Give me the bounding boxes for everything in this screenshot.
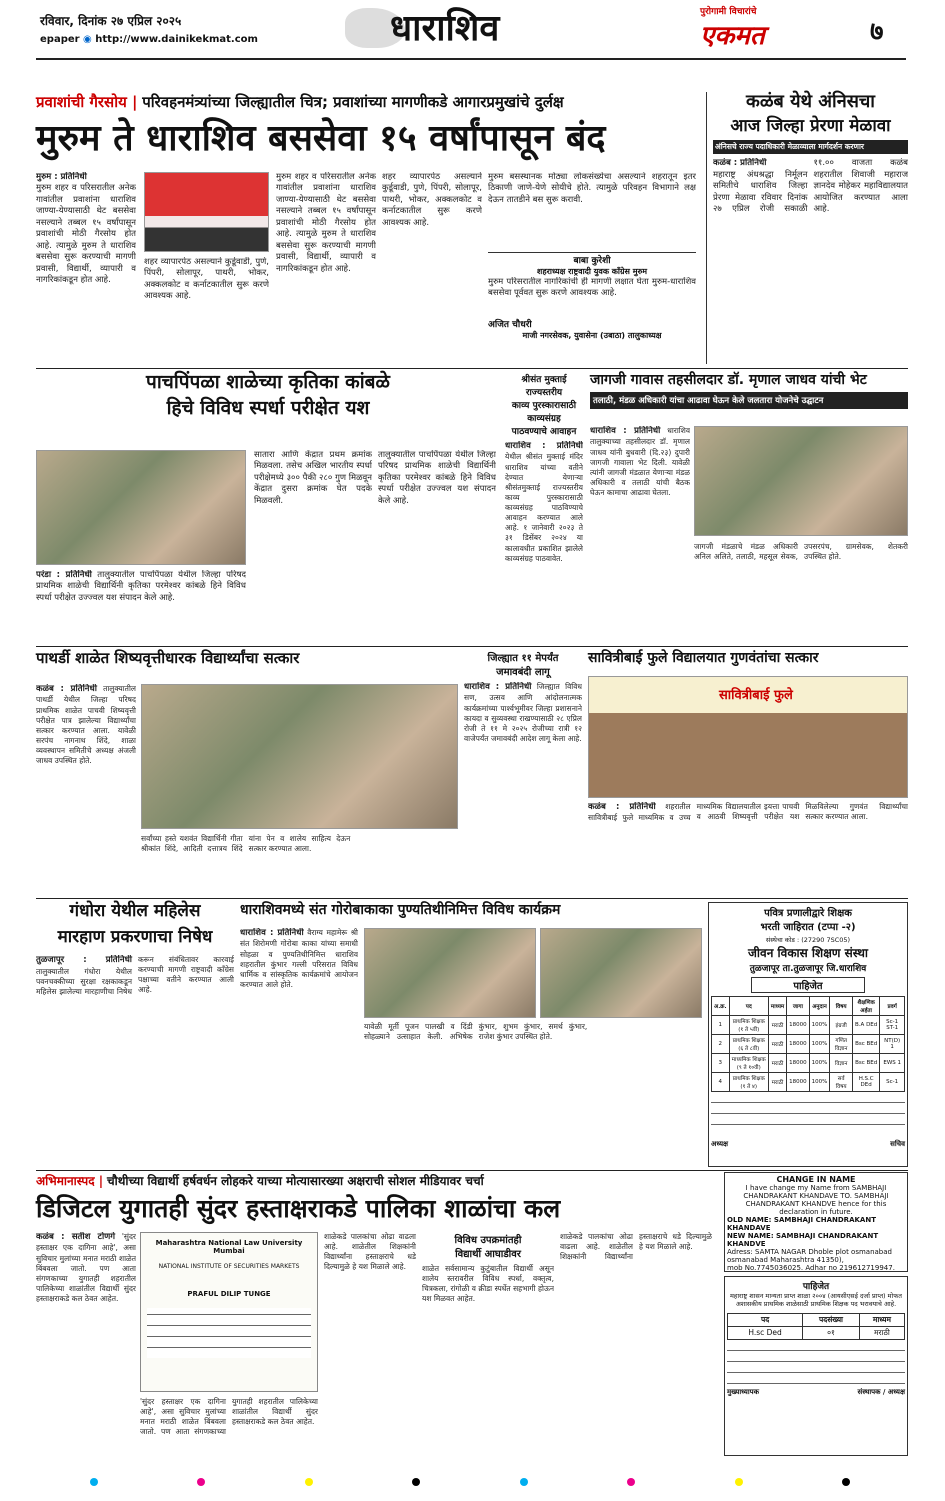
quote-box: [488, 252, 696, 357]
body-col5: मुरुम बसस्थानक मोठ्या लोकसंख्येचा असल्याने शहरातून इतर ठिकाणी जाणे-येणे सोयीचे होते. त्यामुळे परिवहन विभागाने लक्ष देऊन तातडीने बस सुरू करावी.: [488, 172, 696, 205]
body-col1: [240, 928, 358, 1150]
story-handwriting: [36, 1172, 718, 1457]
certificate-image: [140, 1232, 318, 1392]
registration-dot: [197, 1478, 205, 1486]
byline: धाराशिव : प्रतिनिधी: [590, 426, 661, 436]
byline: धाराशिव : प्रतिनिधी: [505, 441, 583, 451]
table-cell: 18000: [787, 1016, 810, 1035]
table-cell: H.S.C DEd: [852, 1073, 879, 1092]
table-cell: 3: [712, 1054, 730, 1073]
registration-dot: [520, 1478, 528, 1486]
school-photo: [588, 676, 908, 798]
subhead-text: परिवहनमंत्र्यांच्या जिल्ह्यातील चित्र; प्रवाशांच्या मागणीकडे आगारप्रमुखांचे दुर्लक्ष: [142, 93, 564, 111]
table-cell: 1: [712, 1016, 730, 1035]
table-cell: EWS 1: [880, 1054, 905, 1073]
subhead-bar: अंनिसचे राज्य पदाधिकारी मेळाव्याला मार्गदर्शन करणार: [713, 140, 908, 154]
quote-title: शहराध्यक्ष राष्ट्रवादी युवक काँग्रेस मुरुम: [536, 267, 648, 276]
students-photo: [141, 684, 458, 829]
table-header: माध्यम: [768, 997, 786, 1016]
subhead-text: चौथीच्या विद्यार्थी हर्षवर्धन लोहकरे याच्या मोत्यासारख्या अक्षराची सोशल मीडियावर चर्चा: [107, 1174, 484, 1188]
story-kalamb-anis: [706, 92, 908, 364]
headline-line2: मारहाण प्रकरणाचा निषेध: [57, 926, 213, 947]
table-cell: 100%: [809, 1016, 830, 1035]
body-text: [464, 682, 582, 882]
byline: मुरुम : प्रतिनिधी: [36, 172, 87, 182]
table-header-row: [728, 1313, 905, 1326]
table-header: विषय: [830, 997, 853, 1016]
byline: परंडा : प्रतिनिधी: [36, 570, 92, 580]
box-title2: विद्यार्थी आघाडीवर: [455, 1249, 521, 1260]
table-cell: 100%: [809, 1073, 830, 1092]
table-cell: प्राथमिक शिक्षक (६ ते ८वी): [729, 1035, 768, 1054]
table-cell: मराठी: [768, 1073, 786, 1092]
headline-line2: जमावबंदी लागू: [496, 667, 550, 678]
headline-line2: आज जिल्हा प्रेरणा मेळावा: [730, 115, 891, 136]
story-savitribai-school: [588, 650, 908, 895]
table-header: प्रवर्ग: [880, 997, 905, 1016]
table-header: अ.क्र.: [712, 997, 730, 1016]
body-text: [588, 802, 908, 892]
globe-icon: ◉: [83, 34, 92, 45]
color-registration-bar: [90, 1478, 850, 1488]
body-copy: 'सुंदर हस्ताक्षर एक दागिना आहे', असा सुविचार मुलांच्या मनात मराठी शाळेत बिंबवला जातो. पण आता संगणकाच्या युगातही शहरातील पालिकेच्या शाळांतील विद्यार्थी सुंदर हस्ताक्षराकडे कल ठेवत आहेत.: [36, 1232, 136, 1304]
table-row: [712, 1073, 905, 1092]
body-copy: तालुक्यातील गंधोरा येथील पवनचक्कीच्या सुरक्षा रक्षकाकडून महिलेस झालेल्या मारहाणीचा निषेध करून संबंधितावर कारवाई करण्याची मागणी राष्ट्रवादी काँग्रेस पक्षाच्या वतीने करण्यात आली आहे.: [36, 955, 234, 996]
table-cell: माध्यमिक शिक्षक (९ ते १०वी): [729, 1054, 768, 1073]
body-col3: शाळेकडे पालकांचा ओढा वाढला आहे. शाळेतील शिक्षकांनी विद्यार्थ्यांना हस्ताक्षराचे धडे दिल्यामुळे हे यश मिळाले आहे.: [324, 1232, 416, 1272]
ad-fine-print: [727, 1344, 905, 1384]
visit-photo: [694, 426, 908, 536]
byline: तुळजापूर : प्रतिनिधी: [36, 955, 132, 966]
headline: सावित्रीबाई फुले विद्यालयात गुणवंतांचा सत्कार: [588, 650, 819, 666]
body-copy: येथील श्रीसंत मुक्ताई मंदिर धाराशिव यांच्या वतीने देण्यात येणाऱ्या श्रीसंतमुक्ताई राज्यस्तरीय काव्य पुरस्कारासाठी काव्यसंग्रह पाठविण्याचे आवाहन करण्यात आले आहे. १ जानेवारी २०२३ ते ३१ डिसेंबर २०२४ या कालावधीत प्रकाशित झालेले काव्यसंग्रह पाठवावेत.: [505, 452, 583, 563]
title-line3: काव्यसंग्रह: [527, 414, 561, 424]
table-cell: Bsc BEd: [852, 1035, 879, 1054]
headline: डिजिटल युगातही सुंदर हस्ताक्षराकडे पालिका शाळांचा कल: [36, 1194, 561, 1223]
table-cell: मराठी: [768, 1016, 786, 1035]
body-text: [713, 158, 908, 348]
table-cell: सर्व विषय: [830, 1073, 853, 1092]
table-header: माध्यम: [859, 1313, 904, 1326]
table-cell: B.A DEd: [852, 1016, 879, 1035]
body-text: [505, 441, 583, 641]
table-header: पद: [729, 997, 768, 1016]
body-copy: जिल्ह्यात विविध सण, उत्सव आणि आंदोलनात्मक कार्यक्रमांच्या पार्श्वभूमीवर जिल्हा प्रशासनाने कायदा व सुव्यवस्था राखण्यासाठी २८ एप्रिल रोजी ते ११ मे २०२५ रोजीच्या रात्री १२ वाजेपर्यंत जमावबंदी आदेश लागू केला आहे.: [464, 682, 582, 743]
table-cell: प्राथमिक शिक्षक (१ ते ४): [729, 1073, 768, 1092]
page-number: ७: [870, 17, 884, 47]
byline: धाराशिव : प्रतिनिधी: [464, 682, 532, 692]
story-pachpimpla: [36, 372, 500, 642]
signature-founder: संस्थापक / अध्यक्ष: [857, 1387, 905, 1396]
body-copy: तालुक्यातील पाचपिंपळा येथील जिल्हा परिषद प्राथमिक शाळेची विद्यार्थिनी कृतिका परमेश्वर कांबळे हिने विविध स्पर्धा परीक्षेत उज्ज्वल यश संपादन केले आहे.: [36, 570, 246, 603]
byline: कळंब : प्रतिनिधी: [588, 802, 656, 812]
story-kicker: [36, 92, 564, 112]
box-text: शाळेत सर्वसामान्य कुटुंबातील विद्यार्थी असून शालेय स्तरावरील विविध स्पर्धा, वक्तृत्व, चित्रकला, रांगोळी व क्रीडा स्पर्धेत सहभागी होऊन यश मिळवत आहेत.: [422, 1264, 554, 1304]
cert-body: [147, 1308, 311, 1358]
body-col3: तालुक्यातील पाचपिंपळा येथील जिल्हा परिषद प्राथमिक शाळेची विद्यार्थिनी कृतिका परमेश्वर कांबळे हिने विविध स्पर्धा परीक्षेत उज्ज्वल यश संपादन केले आहे.: [378, 450, 496, 506]
ad-signatures: [711, 1140, 905, 1149]
table-cell: 18000: [787, 1035, 810, 1054]
table-cell: मराठी: [768, 1035, 786, 1054]
table-header: पदसंख्या: [803, 1313, 860, 1326]
headline: धाराशिवमध्ये संत गोरोबाकाका पुण्यतिथीनिमित्त विविध कार्यक्रम: [240, 902, 561, 918]
notice-new: NEW NAME: SAMBHAJI CHANDRAKANT KHANDVE: [727, 1232, 879, 1248]
title-line1: श्रीसंत मुक्ताई राज्यस्तरीय: [521, 375, 567, 398]
body-col2: 'सुंदर हस्ताक्षर एक दागिना आहे', असा सुविचार मुलांच्या मनात मराठी शाळेत बिंबवला जातो. पण आता संगणकाच्या युगातही शहरातील पालिकेच्या शाळांतील विद्यार्थी सुंदर हस्ताक्षराकडे कल ठेवत आहेत.: [140, 1397, 318, 1437]
body-copy: महाराष्ट्र अंधश्रद्धा निर्मूलन समितीचे धाराशिव जिल्हा प्रेरणा मेळावा रविवार दिनांक २७ एप्रिल रोजी सकाळी ११.०० वाजता कळंब शहरातील शिवाजी महाराज ज्ञानदेव मोहेकर महाविद्यालयात आयोजित करण्यात आला आहे.: [713, 158, 908, 215]
table-cell: मराठी: [768, 1054, 786, 1073]
body-col1: [36, 570, 246, 640]
sidebar-box: [422, 1232, 554, 1454]
table-cell: प्राथमिक शिक्षक (१ ते ५वी): [729, 1016, 768, 1035]
body-col2: सातारा आणि केंद्रात प्रथम क्रमांक मिळवला. तसेच अखिल भारतीय स्पर्धा परीक्षेमध्ये ३०० पैकी २८० गुण मिळवून केंद्रात दुसरा क्रमांक घेत पदके मिळवली.: [254, 450, 372, 506]
body-col4: शहर व्यापारपेठ असल्याने कुर्डूवाडी, पुणे, पिंपरी, सोलापूर, पाथरी, भोकर, अक्कलकोट व कर्नाटकातील सुरू करणे आवश्यक आहे.: [382, 172, 482, 228]
ad-title2: भरती जाहिरात (टप्पा -२): [760, 922, 856, 933]
headline: पाथर्डी शाळेत शिष्यवृत्तीधारक विद्यार्थ्यांचा सत्कार: [36, 649, 300, 667]
kicker-text: प्रवाशांची गैरसोय |: [36, 93, 138, 111]
body-col3: मुरुम शहर व परिसरातील अनेक गावांतील प्रवाशांना धाराशिव जाण्या-येण्यासाठी थेट बससेवा नसल्याने तब्बल १५ वर्षांपासून प्रवाशांची मोठी गैरसोय होत आहे. त्यामुळे मुरुम ते धाराशिव बससेवा सुरू करण्याची मागणी प्रवासी, विद्यार्थी, व्यापारी व नागरिकांकडून होत आहे.: [276, 172, 376, 274]
registration-dot: [90, 1478, 98, 1486]
masthead-rule: [36, 58, 906, 60]
story-pathardi-felicitation: [36, 650, 458, 895]
brand-logo: एकमत: [700, 21, 765, 51]
teacher-wanted-ad: [724, 1276, 908, 1456]
table-row: [728, 1326, 905, 1339]
table-header: शैक्षणिक अर्हता: [852, 997, 879, 1016]
body-col2: जागजी मंडळाचे मंडळ अधिकारी अनिल अलिते, तलाठी, महसूल सेवक, उपसरपंच, ग्रामसेवक, शेतकरी उपस्थित होते.: [694, 542, 908, 562]
ad-need: पाहिजेत: [802, 1282, 830, 1292]
procession-photo-1: [364, 928, 536, 1018]
award-photo: [36, 450, 246, 565]
cert-title: Maharashtra National Law University Mumbai: [155, 1239, 303, 1255]
registration-dot: [627, 1478, 635, 1486]
story-murum-bus: [36, 92, 700, 364]
title-line4: पाठवण्याचे आवाहन: [511, 427, 577, 437]
ad-signatures: [727, 1388, 905, 1397]
headline: जागजी गावास तहसीलदार डॉ. मृणाल जाधव यांची भेट: [590, 372, 867, 388]
body-col2: यावेळी मूर्ती पूजन पालखी व दिंडी सोहळ्याने उत्साहात केली. अभिषेक कुंभार, शुभम कुंभार, समर्थ कुंभार, राजेश कुंभार उपस्थित होते.: [364, 1022, 588, 1042]
byline: कळंब : प्रतिनिधी: [713, 158, 767, 169]
cert-subtitle: NATIONAL INSTITUTE OF SECURITIES MARKETS: [158, 1263, 300, 1270]
bus-photo: [144, 172, 269, 252]
story-kicker: [36, 1172, 718, 1189]
ad-title1: पवित्र प्रणालीद्वारे शिक्षक: [764, 908, 852, 919]
story-gandhora-protest: [36, 902, 234, 1152]
body-col1: [36, 1232, 136, 1454]
table-cell: Sc-1: [880, 1073, 905, 1092]
registration-dot: [412, 1478, 420, 1486]
site-url[interactable]: http://www.dainikekmat.com: [95, 34, 258, 45]
table-cell: विज्ञान: [830, 1054, 853, 1073]
body-copy: तालुक्यातील पाथर्डी येथील जिल्हा परिषद प्राथमिक शाळेत पाचवी शिष्यवृत्ती परीक्षेत पात्र झालेल्या विद्यार्थ्यांचा सत्कार करण्यात आला. यावेळी सरपंच नागनाथ शिंदे, शाळा व्यवस्थापन समितीचे अध्यक्ष अंजली जाधव उपस्थित होते.: [36, 684, 136, 766]
ad-need: पाहिजेत: [751, 977, 865, 993]
epaper-text: epaper: [40, 34, 80, 45]
masthead: [0, 0, 945, 86]
story-muktai-poetry: [505, 372, 583, 642]
notice-address: Adress: SAMTA NAGAR Dhoble plot osmanabad osmanabad Maharashtra 41350),: [727, 1248, 892, 1264]
issue-date: रविवार, दिनांक २७ एप्रिल २०२५: [40, 14, 182, 28]
table-cell: 100%: [809, 1035, 830, 1054]
ad-place: तुळजापूर ता.तुळजापूर जि.धाराशिव: [749, 964, 867, 974]
epaper-label: [40, 34, 258, 45]
byline: कळंब : सतीश टोणगे: [36, 1232, 116, 1242]
vacancy-table: [711, 996, 905, 1092]
teacher-recruitment-ad: [708, 902, 908, 1167]
section-rule: [36, 646, 908, 647]
table-cell: 4: [712, 1073, 730, 1092]
table-row: [712, 1054, 905, 1073]
body-col4: शाळेकडे पालकांचा ओढा वाढला आहे. शाळेतील शिक्षकांनी विद्यार्थ्यांना हस्ताक्षराचे धडे दिल्यामुळे हे यश मिळाले आहे.: [560, 1232, 712, 1262]
table-cell: 2: [712, 1035, 730, 1054]
body-col1: [590, 426, 690, 636]
notice-title: CHANGE IN NAME: [776, 1175, 856, 1184]
subhead-bar: तलाठी, मंडळ अधिकारी यांचा आढावा घेऊन केले जलतारा योजनेचे उद्घाटन: [590, 392, 908, 409]
headline-line1: कळंब येथे अंनिसचा: [746, 91, 875, 112]
notice-text: I have change my Name from SAMBHAJI CHANDRAKANT KHANDAVE TO. SAMBHAJI CHANDRAKANT KHANDVE hence for this declaration in future.: [743, 1184, 889, 1216]
body-copy: धाराशिव तालुक्याच्या तहसीलदार डॉ. मृणाल जाधव यांनी बुधवारी (दि.२३) दुपारी जागजी गावाला भेट दिली. यावेळी त्यांनी जागजी मंडळात येणाऱ्या मंडळ अधिकारी व तलाठी यांची बैठक घेऊन कामाचा आढावा घेतला.: [590, 426, 690, 498]
section-rule: [36, 898, 908, 899]
ad-text: महाराष्ट्र शासन मान्यता प्राप्त शाळा २००४ (आयसीएसई दर्जा प्राप्त) मोफत अशासकीय प्राथमिक शाळेसाठी प्राथमिक शिक्षक पद भरावयाचे आहे.: [730, 1292, 902, 1309]
story-curfew: [464, 650, 582, 895]
section-rule: [36, 1170, 908, 1171]
quote-text: मुरुम परिसरातील नागरिकांची ही मागणी लक्षात घेता मुरुम-धाराशिव बससेवा पूर्ववत सुरू करणे आवश्यक आहे.: [488, 277, 696, 299]
table-row: [712, 1035, 905, 1054]
story-jagji-visit: [590, 372, 908, 642]
body-col1: [36, 172, 136, 357]
headline-line1: जिल्ह्यात ११ मेपर्यंत: [487, 653, 559, 664]
body-text: मुरुम शहर व परिसरातील अनेक गावांतील प्रवाशांना धाराशिव जाण्या-येण्यासाठी थेट बससेवा नसल्याने तब्बल १५ वर्षांपासून प्रवाशांची मोठी गैरसोय होत आहे. त्यामुळे मुरुम ते धाराशिव बससेवा सुरू करण्याची मागणी प्रवासी, विद्यार्थी, व्यापारी व नागरिकांकडून होत आहे.: [36, 183, 136, 286]
kicker-text: अभिमानास्पद |: [36, 1174, 104, 1188]
table-cell: 100%: [809, 1054, 830, 1073]
cert-name: PRAFUL DILIP TUNGE: [187, 1290, 271, 1298]
table-cell: ०१: [803, 1326, 860, 1339]
headline-line1: पाचपिंपळा शाळेच्या कृतिका कांबळे: [146, 371, 390, 393]
table-cell: H.sc Ded: [728, 1326, 803, 1339]
brand-tagline: पुरोगामी विचारांचे: [700, 7, 757, 17]
notice-mobile: mob No.7745036025. Adhar no 219612719947.: [727, 1264, 895, 1272]
headline-line1: गंधोरा येथील महिलेस: [69, 901, 201, 921]
table-cell: 18000: [787, 1054, 810, 1073]
table-cell: Bsc BEd: [852, 1054, 879, 1073]
signature-president: अध्यक्ष: [711, 1140, 729, 1148]
registration-dot: [735, 1478, 743, 1486]
body-text: [36, 955, 234, 1135]
ad-code: संस्थेचा कोड : (27290 7SC05): [765, 936, 851, 944]
table-cell: 18000: [787, 1073, 810, 1092]
table-cell: NT(D) 1: [880, 1035, 905, 1054]
procession-photo-2: [540, 928, 702, 1018]
edition-title: धाराशिव: [390, 8, 500, 49]
headline-line2: हिचे विविध स्पर्धा परीक्षेत यश: [166, 396, 370, 419]
section-rule: [36, 368, 908, 369]
body-col2: सर्वांच्या हस्ते यशवंत विद्यार्थिनी गीता श्रीकांत शिंदे, आदिती दत्तात्रय शिंदे यांना पेन व शालेय साहित्य देऊन सत्कार करण्यात आला.: [141, 834, 351, 854]
table-header-row: [712, 997, 905, 1016]
ad-fine-print: [711, 1096, 905, 1134]
school-banner: सावित्रीबाई फुले: [719, 688, 793, 703]
notice-old: OLD NAME: SAMBHAJI CHANDRAKANT KHANDAVE: [727, 1216, 876, 1232]
registration-dot: [305, 1478, 313, 1486]
table-cell: गणित विज्ञान: [830, 1035, 853, 1054]
body-col1: [36, 684, 136, 892]
signature-headmaster: मुख्याध्यापक: [727, 1387, 760, 1396]
body-copy: वैराग्य महामेरू श्री संत शिरोमणी गोरोबा काका यांच्या समाधी सोहळा व पुण्यतिथीनिमित्त धाराशिव शहरातील कुंभार गल्ली परिसरात विविध धार्मिक व सांस्कृतिक कार्यक्रमांचे आयोजन करण्यात आले होते.: [240, 928, 358, 989]
table-header: पद: [728, 1313, 803, 1326]
story-gorobakaka: [240, 902, 702, 1152]
byline: धाराशिव : प्रतिनिधी: [240, 928, 304, 938]
name-change-notice: [724, 1172, 908, 1272]
table-header: अनुदान: [809, 997, 830, 1016]
table-header: जागा: [787, 997, 810, 1016]
body-col2: शहर व्यापारपेठ असल्याने कुर्डूवाडी, पुणे, पिंपरी, सोलापूर, पाथरी, भोकर, अक्कलकोट व कर्नाटकातील सुरू करणे आवश्यक आहे.: [144, 257, 269, 302]
table-cell: Sc-1 ST-1: [880, 1016, 905, 1035]
body-copy: शहरातील सावित्रीबाई फुले माध्यमिक व उच्च माध्यमिक विद्यालयातील इयत्ता पाचवी व आठवी शिष्यवृत्ती परीक्षेत यश मिळविलेल्या गुणवंत विद्यार्थ्यांचा सत्कार करण्यात आला.: [588, 802, 908, 823]
signature-secretary: सचिव: [890, 1140, 905, 1148]
table-cell: इंग्रजी: [830, 1016, 853, 1035]
quote-title2: माजी नगरसेवक, युवासेना (उबाठा) तालुकाध्यक्ष: [522, 331, 662, 340]
quote-name2: अजित चौधरी: [488, 320, 532, 330]
registration-dot: [842, 1478, 850, 1486]
box-title1: विविध उपक्रमांतही: [454, 1235, 522, 1246]
quote-name: बाबा कुरेशी: [573, 256, 611, 266]
table-cell: मराठी: [859, 1326, 904, 1339]
table-row: [712, 1016, 905, 1035]
headline: मुरुम ते धाराशिव बससेवा १५ वर्षांपासून बंद: [36, 118, 606, 159]
byline: कळंब : प्रतिनिधी: [36, 684, 97, 694]
ad-org: जीवन विकास शिक्षण संस्था: [748, 946, 868, 960]
post-table: [727, 1313, 905, 1340]
title-line2: काव्य पुरस्कारासाठी: [511, 401, 577, 411]
